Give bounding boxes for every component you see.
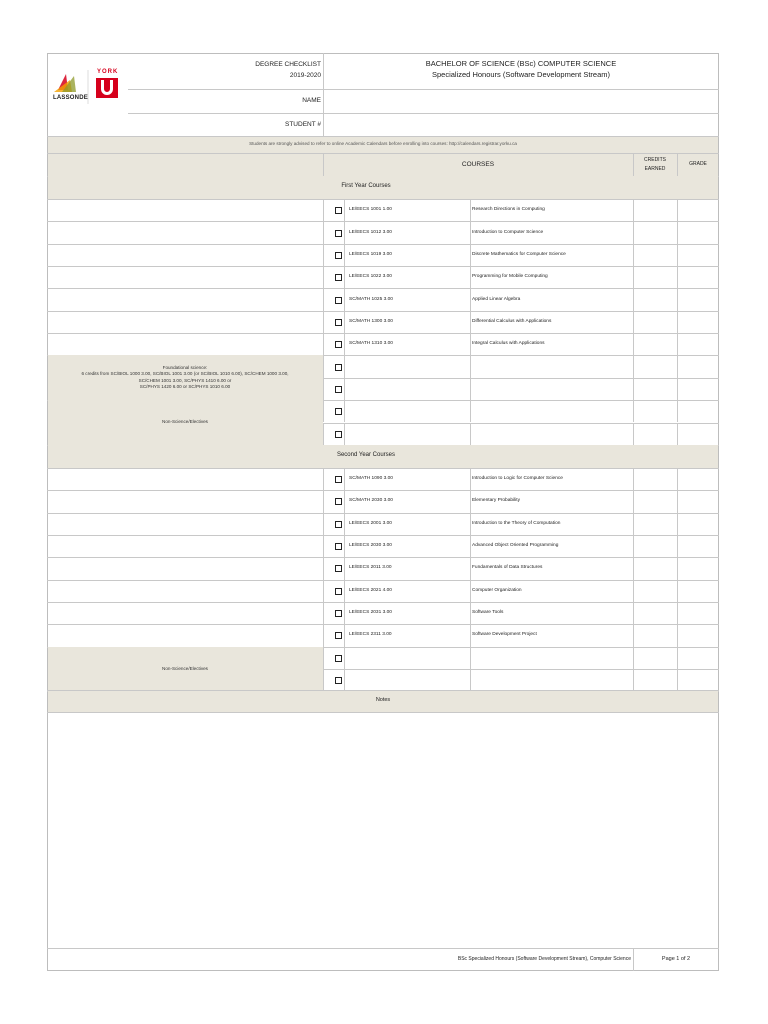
grade-cell[interactable]: [678, 469, 718, 489]
credits-column-header: CREDITS EARNED: [644, 157, 666, 172]
logo-lassonde-text: LASSONDE: [53, 95, 88, 101]
group-label-line: Non-Science/Electives: [162, 419, 208, 425]
credits-cell[interactable]: [634, 514, 676, 534]
course-title: Research Directions in Computing: [472, 207, 545, 213]
elective-course-field[interactable]: [345, 648, 469, 668]
course-checkbox[interactable]: [335, 565, 342, 572]
course-title: Computer Organization: [472, 587, 522, 593]
academic-year: 2019-2020: [289, 72, 321, 79]
course-title: Discrete Mathematics for Computer Science: [472, 251, 566, 257]
elective-course-field[interactable]: [345, 424, 469, 444]
course-checkbox[interactable]: [335, 341, 342, 348]
course-title: Applied Linear Algebra: [472, 296, 521, 302]
course-checkbox[interactable]: [335, 364, 342, 371]
course-checkbox[interactable]: [335, 386, 342, 393]
credits-cell[interactable]: [634, 334, 676, 354]
credits-cell[interactable]: [634, 200, 676, 220]
credits-cell[interactable]: [634, 603, 676, 623]
program-title: BACHELOR OF SCIENCE (BSc) COMPUTER SCIENCE: [425, 59, 617, 68]
grade-cell[interactable]: [678, 581, 718, 601]
course-checkbox[interactable]: [335, 521, 342, 528]
course-code: LE/EECS 2311 3.00: [349, 632, 392, 638]
course-checkbox[interactable]: [335, 588, 342, 595]
course-checkbox[interactable]: [335, 319, 342, 326]
footer-program: BSc Specialized Honours (Software Development Stream), Computer Science: [457, 956, 631, 962]
credits-cell[interactable]: [634, 469, 676, 489]
grade-cell[interactable]: [678, 245, 718, 265]
course-code: LE/EECS 1001 1.00: [349, 207, 392, 213]
notes-area[interactable]: [48, 713, 718, 948]
course-code: SC/MATH 1310 3.00: [349, 341, 393, 347]
name-field[interactable]: [324, 90, 719, 113]
course-code: SC/MATH 1025 3.00: [349, 296, 393, 302]
course-title: Software Development Project: [472, 632, 537, 638]
elective-course-field[interactable]: [345, 670, 469, 690]
courses-column-header: COURSES: [461, 161, 495, 168]
credits-cell[interactable]: [634, 581, 676, 601]
logo-york-text: YORK: [97, 69, 119, 75]
course-checkbox[interactable]: [335, 230, 342, 237]
grade-cell[interactable]: [678, 558, 718, 578]
credits-cell[interactable]: [634, 312, 676, 332]
course-checkbox[interactable]: [335, 655, 342, 662]
group-label-line: SC/PHYS 1420 6.00 or SC/PHYS 1010 6.00: [139, 384, 231, 390]
course-checkbox[interactable]: [335, 543, 342, 550]
course-checkbox[interactable]: [335, 632, 342, 639]
grade-cell[interactable]: [678, 289, 718, 309]
advisory-note: Students are strongly advised to refer to online Academic Calendars before enrolling into courses: http://calendars.registrar.yorku.ca: [249, 141, 517, 146]
grade-cell[interactable]: [678, 312, 718, 332]
elective-course-field[interactable]: [345, 356, 469, 376]
course-code: LE/EECS 1019 3.00: [349, 251, 392, 257]
credits-cell[interactable]: [634, 245, 676, 265]
course-checkbox[interactable]: [335, 274, 342, 281]
course-title: Introduction to Logic for Computer Science: [472, 476, 563, 482]
elective-course-field[interactable]: [345, 379, 469, 399]
course-code: LE/EECS 1022 3.00: [349, 274, 392, 280]
course-checkbox[interactable]: [335, 252, 342, 259]
group-label-line: Foundational science:: [162, 364, 208, 370]
credits-cell[interactable]: [634, 289, 676, 309]
credits-cell[interactable]: [634, 267, 676, 287]
grade-cell[interactable]: [678, 514, 718, 534]
credits-cell[interactable]: [634, 625, 676, 645]
grade-cell[interactable]: [678, 603, 718, 623]
course-checkbox[interactable]: [335, 297, 342, 304]
grade-cell[interactable]: [678, 267, 718, 287]
degree-checklist-label: DEGREE CHECKLIST: [255, 61, 321, 68]
course-title: Integral Calculus with Applications: [472, 341, 545, 347]
grade-column-header: GRADE: [689, 161, 707, 167]
credits-cell[interactable]: [634, 491, 676, 511]
course-checkbox[interactable]: [335, 498, 342, 505]
course-code: SC/MATH 1300 3.00: [349, 318, 393, 324]
course-title: Software Tools: [472, 610, 504, 616]
course-code: LE/EECS 2001 3.00: [349, 520, 392, 526]
course-code: LE/EECS 2021 4.00: [349, 587, 392, 593]
grade-cell[interactable]: [678, 491, 718, 511]
elective-group-label: [47, 400, 323, 445]
grade-cell[interactable]: [678, 536, 718, 556]
grade-cell[interactable]: [678, 334, 718, 354]
notes-label: Notes: [375, 697, 391, 703]
credits-cell[interactable]: [634, 536, 676, 556]
course-code: SC/MATH 2030 3.00: [349, 498, 393, 504]
grade-cell[interactable]: [678, 222, 718, 242]
course-checkbox[interactable]: [335, 207, 342, 214]
group-label-line: Non-Science/Electives: [162, 665, 208, 671]
course-title: Introduction to the Theory of Computation: [472, 520, 561, 526]
group-label-line: SC/CHEM 1001 3.00, SC/PHYS 1410 6.00 or: [138, 377, 232, 383]
section-title: Second Year Courses: [336, 451, 396, 458]
grade-cell[interactable]: [678, 200, 718, 220]
course-title: Advanced Object Oriented Programming: [472, 543, 559, 549]
lassonde-york-logo: [52, 68, 122, 108]
name-label: NAME: [302, 97, 321, 104]
elective-group-label: [47, 355, 323, 400]
course-title: Differential Calculus with Applications: [472, 318, 552, 324]
section-title: First Year Courses: [341, 183, 391, 189]
course-title: Fundamentals of Data Structures: [472, 565, 543, 571]
credits-cell[interactable]: [634, 558, 676, 578]
course-title: Introduction to Computer Science: [472, 229, 544, 235]
course-code: LE/EECS 2011 3.00: [349, 565, 392, 571]
course-checkbox[interactable]: [335, 677, 342, 684]
course-title: Programming for Mobile Computing: [472, 274, 548, 280]
elective-course-field[interactable]: [345, 401, 469, 421]
course-checkbox[interactable]: [335, 431, 342, 438]
footer-page-number: Page 1 of 2: [661, 956, 691, 962]
grade-cell[interactable]: [678, 625, 718, 645]
course-checkbox[interactable]: [335, 476, 342, 483]
student-number-label: STUDENT #: [285, 121, 321, 128]
student-number-field[interactable]: [324, 114, 719, 136]
course-checkbox[interactable]: [335, 610, 342, 617]
course-checkbox[interactable]: [335, 408, 342, 415]
course-code: LE/EECS 2031 3.00: [349, 610, 392, 616]
course-code: LE/EECS 1012 3.00: [349, 229, 392, 235]
group-label-line: 6 credits from SC/BIOL 1000 3.00, SC/BIOL 1001 3.00 (or SC/BIOL 1010 6.00), SC/CHEM 1000 3.00,: [81, 371, 289, 377]
course-code: LE/EECS 2030 3.00: [349, 543, 392, 549]
elective-group-label: [47, 647, 323, 692]
credits-cell[interactable]: [634, 222, 676, 242]
course-title: Elementary Probability: [472, 498, 520, 504]
course-code: SC/MATH 1090 3.00: [349, 476, 393, 482]
program-subtitle: Specialized Honours (Software Development Stream): [432, 70, 610, 79]
